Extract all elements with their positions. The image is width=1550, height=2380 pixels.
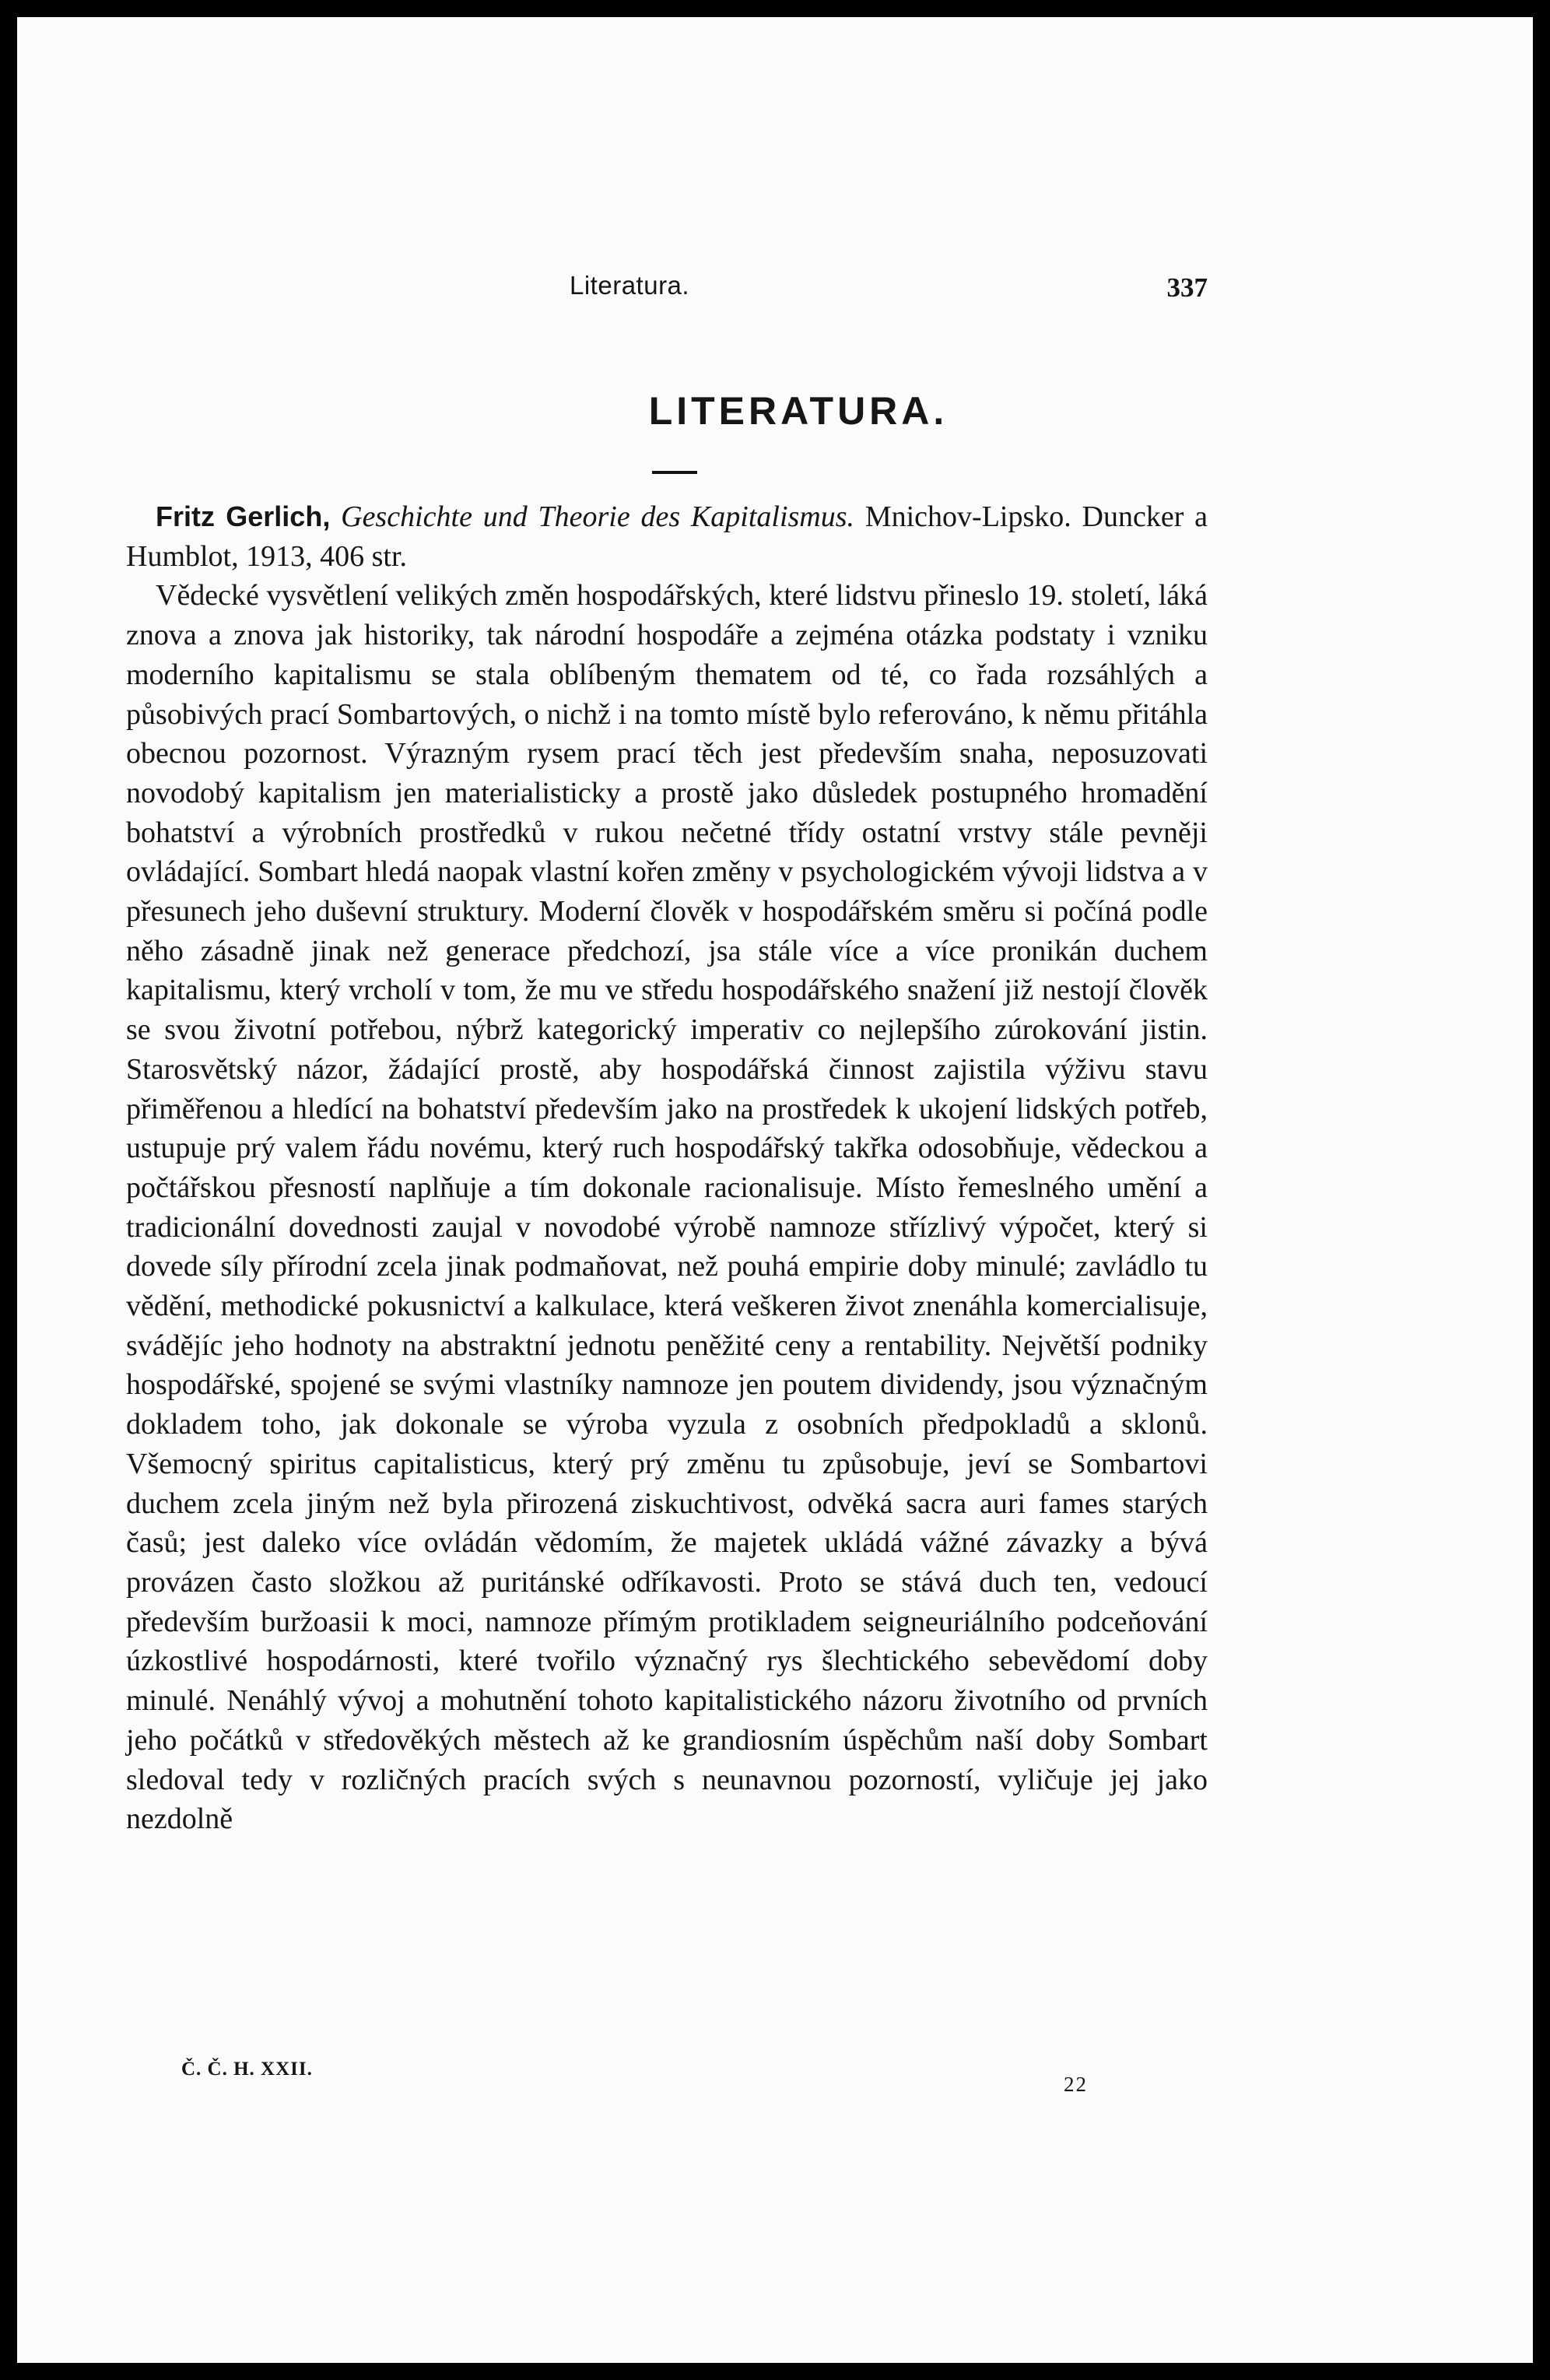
section-title: LITERATURA. [648, 389, 949, 433]
page-footer [131, 2059, 1088, 2097]
printer-signature: Č. Č. H. XXII. [181, 2059, 313, 2080]
publication-details: Mnichov-Lipsko. Duncker a Humblot, 1913, 406 str. [126, 500, 1208, 573]
review-article [126, 497, 1208, 1839]
page-number: 337 [1166, 272, 1208, 303]
title-rule [652, 471, 697, 474]
running-header [126, 265, 1208, 311]
review-citation [126, 497, 1208, 576]
review-author: Fritz Gerlich, [156, 500, 331, 532]
book-page [17, 17, 1533, 2363]
book-title: Geschichte und Theorie des Kapitalismus. [341, 500, 855, 533]
sheet-number: 22 [1064, 2073, 1088, 2096]
running-title: Literatura. [570, 271, 690, 300]
review-body: Vědecké vysvětlení velikých změn hospodářských, které lidstvu přineslo 19. století, láká znova a znova jak historiky, tak národní hospodáře a zejména otázka podstaty i vzniku moderního kapitalismu se stala oblíbeným thematem od té, co řada rozsáhlých a působivých prací Sombartových, o nichž i na tomto místě bylo referováno, k němu přitáhla obecnou pozornost. Výrazným rysem prací těch jest především snaha, neposuzovati novodobý kapitalism jen materialisticky a prostě jako důsledek postupného hromadění bohatství a výrobních prostředků v rukou nečetné třídy ostatní vrstvy stále pevněji ovládající. Sombart hledá naopak vlastní kořen změny v psychologickém vývoji lidstva a v přesunech jeho duševní struktury. Moderní člověk v hospodářském směru si počíná podle něho zásadně jinak než generace předchozí, jsa stále více a více pronikán duchem kapitalismu, který vrcholí v tom, že mu ve středu hospodářského snažení již nestojí člověk se svou životní potřebou, nýbrž kategorický imperativ co nejlepšího zúrokování jistin. Starosvětský názor, žádající prostě, aby hospodářská činnost zajistila výživu stavu přiměřenou a hledící na bohatství především jako na prostředek k ukojení lidských potřeb, ustupuje prý valem řádu novému, který ruch hospodářský takřka odosobňuje, vědeckou a počtářskou přesností naplňuje a tím dokonale racionalisuje. Místo řemeslného umění a tradicionální dovednosti zaujal v novodobé výrobě namnoze střízlivý výpočet, který si dovede síly přírodní zcela jinak podmaňovat, než pouhá empirie doby minulé; zavládlo tu vědění, methodické pokusnictví a kalkulace, která veškeren život znenáhla komercialisuje, svádějíc jeho hodnoty na abstraktní jednotu peněžité ceny a rentability. Největší podniky hospodářské, spojené se svými vlastníky namnoze jen poutem dividendy, jsou význačným dokladem toho, jak dokonale se výroba vyzula z osobních předpokladů a sklonů. Všemocný spiritus capitalisticus, který prý změnu tu způsobuje, jeví se Sombartovi duchem zcela jiným než byla přirozená ziskuchtivost, odvěká sacra auri fames starých časů; jest daleko více ovládán vědomím, že majetek ukládá vážné závazky a bývá provázen často složkou až puritánské odříkavosti. Proto se stává duch ten, vedoucí především buržoasii k moci, namnoze přímým protikladem seigneuriálního podceňování úzkostlivé hospodárnosti, které tvořilo význačný rys šlechtického sebevědomí doby minulé. Nenáhlý vývoj a mohutnění tohoto kapitalistického názoru životního od prvních jeho počátků v středověkých městech až ke grandiosním úspěchům naší doby Sombart sledoval tedy v rozličných pracích svých s neunavnou pozorností, vyličuje jej jako nezdolně [126, 579, 1208, 1836]
